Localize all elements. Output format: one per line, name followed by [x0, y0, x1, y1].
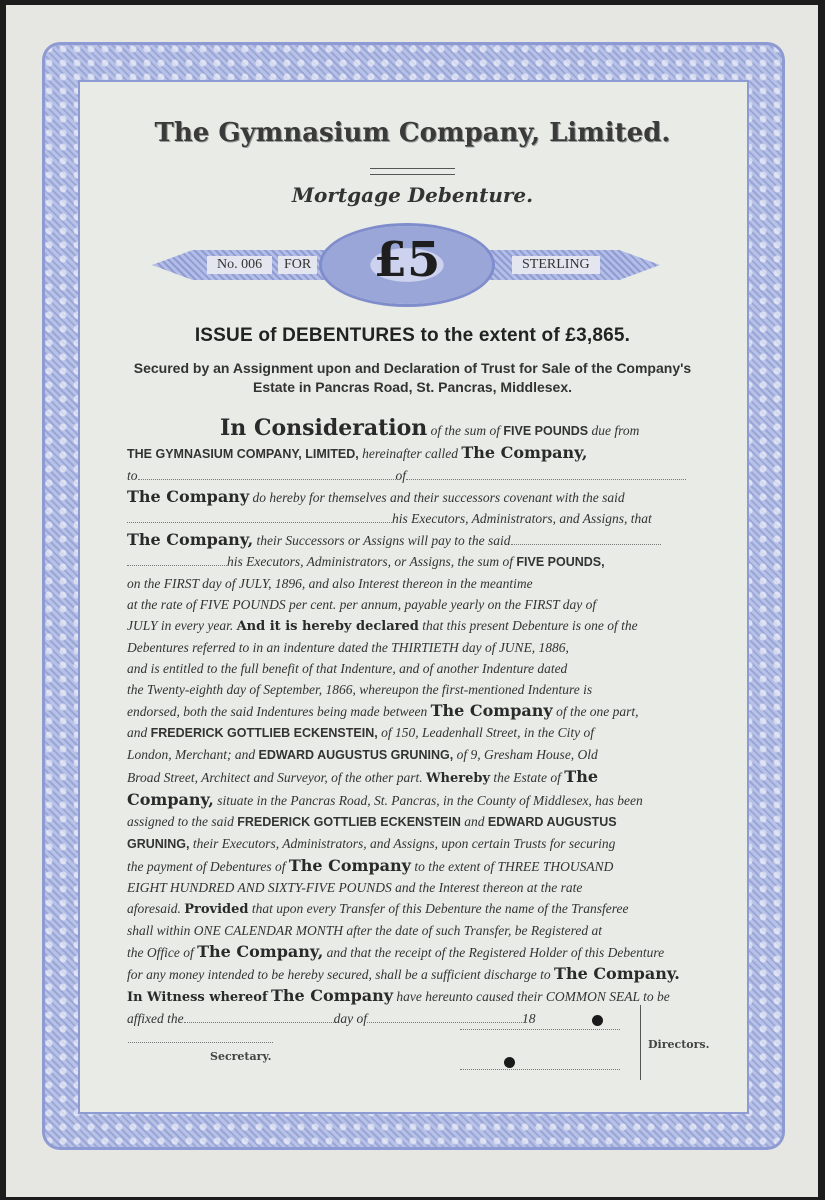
holder-field[interactable]: [127, 510, 392, 523]
company-term: The Company.: [554, 964, 680, 983]
body-text: their Successors or Assigns will pay to the said: [253, 533, 511, 548]
body-text: endorsed, both the said Indentures being made between: [127, 704, 431, 719]
body-line: and is entitled to the full benefit of that Indenture, and of another Indenture dated: [127, 661, 568, 676]
director-signature-field-2[interactable]: [460, 1057, 620, 1070]
body-line: the Twenty-eighth day of September, 1866, whereupon the first-mentioned Indenture is: [127, 682, 593, 697]
declaration-heading: And it is hereby declared: [236, 619, 419, 634]
company-term: The Company: [288, 856, 411, 875]
body-line: at the rate of FIVE POUNDS per cent. per annum, payable yearly on the FIRST day of: [127, 597, 597, 612]
company-term: The Company: [430, 701, 553, 720]
secured-line-2: Estate in Pancras Road, St. Pancras, Middlesex.: [252, 379, 572, 395]
document-subtitle: Mortgage Debenture.: [291, 183, 534, 207]
body-text: to the extent of THREE THOUSAND: [410, 859, 614, 874]
holder-name-field[interactable]: [138, 467, 396, 480]
whereby-heading: Whereby: [425, 771, 491, 786]
party-name: FREDERICK GOTTLIEB ECKENSTEIN,: [150, 726, 378, 740]
body-text: of the sum of: [427, 423, 504, 438]
body-text: JULY in every year.: [127, 618, 237, 633]
denomination-amount: £5: [373, 232, 441, 288]
body-text: and: [127, 725, 151, 740]
body-text: of: [395, 468, 407, 483]
party-name: EDWARD AUGUSTUS: [487, 815, 617, 829]
witness-heading: In Witness whereof: [127, 990, 268, 1005]
body-text: affixed the: [127, 1011, 184, 1026]
consideration-heading: In Consideration: [220, 415, 428, 441]
body-text: and: [460, 814, 488, 829]
holder-address-field[interactable]: [406, 467, 686, 480]
body-text: day of: [333, 1011, 367, 1026]
body-text: have hereunto caused their COMMON SEAL to be: [393, 989, 670, 1004]
body-text: his Executors, Administrators, and Assigns, that: [392, 511, 652, 526]
body-text: do hereby for themselves and their successors covenant with the said: [249, 490, 625, 505]
body-text: due from: [588, 423, 640, 438]
body-text: for any money intended to be hereby secured, shall be a sufficient discharge to: [127, 967, 555, 982]
seal-date-day-field[interactable]: [184, 1010, 334, 1023]
body-text: hereinafter called: [358, 446, 462, 461]
company-term: The Company,: [127, 530, 254, 549]
body-text: assigned to the said: [127, 814, 238, 829]
body-text: aforesaid.: [127, 901, 185, 916]
punch-hole: [504, 1057, 515, 1068]
sterling-label: STERLING: [512, 256, 600, 274]
secretary-label: Secretary.: [210, 1050, 272, 1063]
body-text: to: [127, 468, 138, 483]
company-term: The Company,: [197, 942, 324, 961]
for-label: FOR: [278, 256, 317, 274]
payee-continued-field[interactable]: [127, 553, 227, 566]
body-text: that upon every Transfer of this Debenture the name of the Transferee: [248, 901, 629, 916]
payee-field[interactable]: [511, 532, 661, 545]
body-text: their Executors, Administrators, and Assigns, upon certain Trusts for securing: [189, 836, 616, 851]
body-text: of the one part,: [552, 704, 639, 719]
company-title: The Gymnasium Company, Limited.: [154, 118, 671, 148]
secured-line-1: Secured by an Assignment upon and Declaration of Trust for Sale of the Company's: [133, 360, 692, 376]
body-text: London, Merchant; and: [127, 747, 259, 762]
company-term: The Company,: [461, 443, 588, 462]
body-text: and that the receipt of the Registered Holder of this Debenture: [323, 945, 665, 960]
party-name: FREDERICK GOTTLIEB ECKENSTEIN: [237, 815, 461, 829]
body-text: that this present Debenture is one of the: [418, 618, 638, 633]
body-text: of 9, Gresham House, Old: [453, 747, 598, 762]
company-name: THE GYMNASIUM COMPANY, LIMITED,: [127, 447, 359, 461]
company-term: The: [564, 767, 599, 786]
body-text: the payment of Debentures of: [127, 859, 289, 874]
party-name: GRUNING,: [127, 837, 190, 851]
punch-hole: [592, 1015, 603, 1026]
body-text: 18: [521, 1011, 536, 1026]
body-text: of 150, Leadenhall Street, in the City of: [377, 725, 594, 740]
company-term: The Company: [270, 986, 394, 1005]
body-text: his Executors, Administrators, or Assigns, the sum of: [227, 554, 517, 569]
provided-heading: Provided: [184, 902, 249, 917]
body-line: on the FIRST day of JULY, 1896, and also Interest thereon in the meantime: [127, 576, 533, 591]
body-emphasis: FIVE POUNDS,: [516, 555, 605, 569]
body-line: EIGHT HUNDRED AND SIXTY-FIVE POUNDS and the Interest thereon at the rate: [127, 880, 583, 895]
company-term: Company,: [127, 790, 214, 809]
body-line: shall within ONE CALENDAR MONTH after the date of such Transfer, be Registered at: [127, 923, 602, 938]
directors-brace: [630, 1005, 641, 1080]
debenture-body: [127, 415, 692, 1029]
body-text: situate in the Pancras Road, St. Pancras, in the County of Middlesex, has been: [213, 793, 643, 808]
party-name: EDWARD AUGUSTUS GRUNING,: [258, 748, 454, 762]
body-text: the Estate of: [490, 770, 565, 785]
issue-line: ISSUE of DEBENTURES to the extent of £3,865.: [194, 325, 631, 346]
debenture-number: No. 006: [207, 256, 272, 274]
title-rule: [370, 168, 455, 175]
company-term: The Company: [127, 487, 250, 506]
directors-label: Directors.: [648, 1038, 710, 1051]
secretary-signature-field[interactable]: [128, 1030, 273, 1043]
body-text: the Office of: [127, 945, 198, 960]
body-emphasis: FIVE POUNDS: [503, 424, 589, 438]
body-text: Broad Street, Architect and Surveyor, of the other part.: [127, 770, 426, 785]
body-line: Debentures referred to in an indenture dated the THIRTIETH day of JUNE, 1886,: [127, 640, 569, 655]
